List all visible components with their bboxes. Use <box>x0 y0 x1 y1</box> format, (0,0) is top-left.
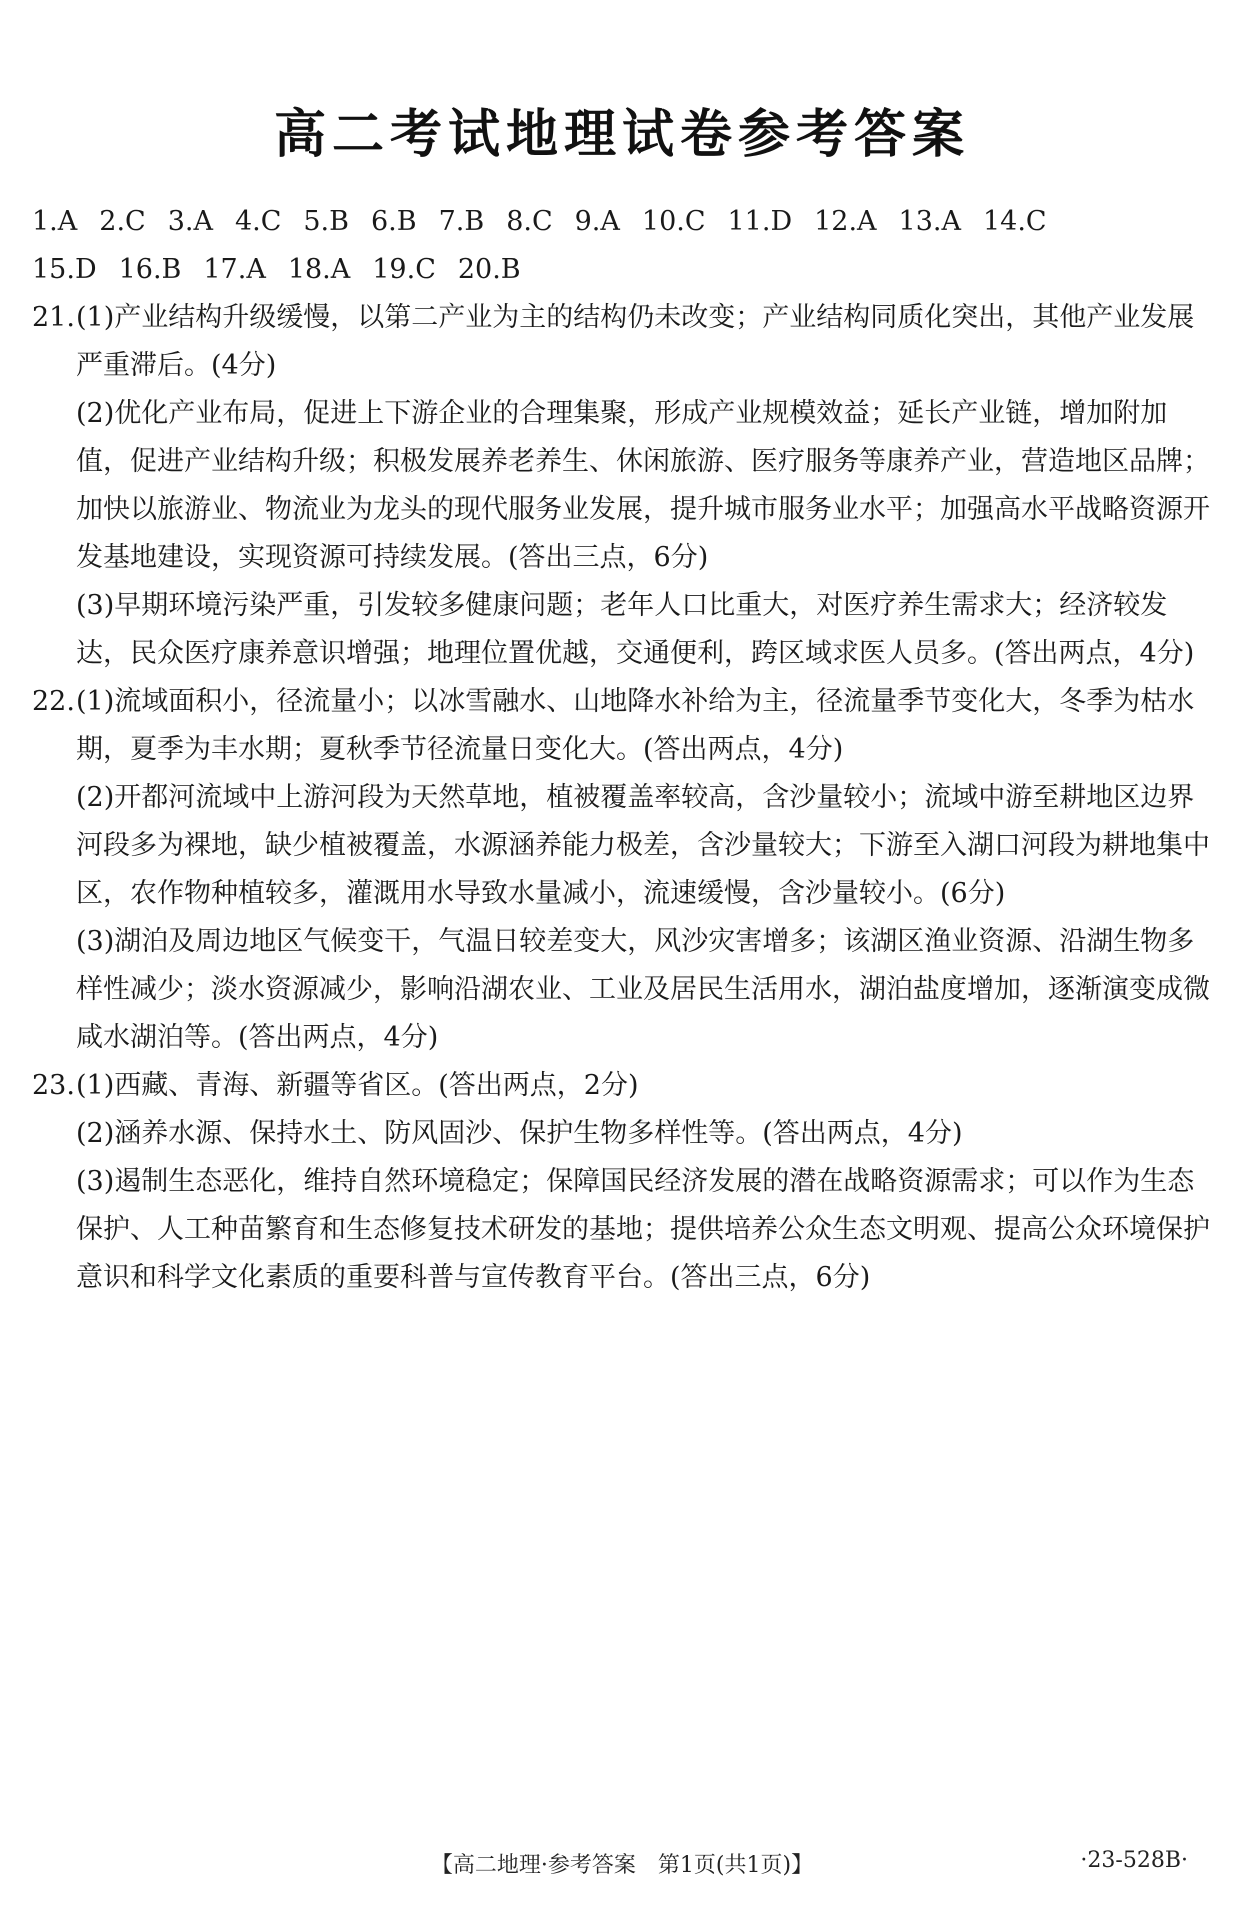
mc-answer: 9.A <box>574 206 620 237</box>
mc-answer: 15.D <box>32 254 97 285</box>
mc-answer: 3.A <box>167 206 213 237</box>
answer-part: (3)早期环境污染严重，引发较多健康问题；老年人口比重大，对医疗养生需求大；经济较发达，民众医疗康养意识增强；地理位置优越，交通便利，跨区域求医人员多。(答出两点，4分) <box>76 590 1195 669</box>
mc-answer: 16.B <box>118 254 182 285</box>
mc-row-1 <box>32 198 1212 246</box>
mc-answer: 8.C <box>506 206 553 237</box>
question-23 <box>32 1062 1212 1302</box>
question-number: 21. <box>32 302 75 333</box>
mc-answer: 2.C <box>99 206 146 237</box>
mc-answer: 18.A <box>287 254 351 285</box>
mc-answer: 17.A <box>203 254 266 285</box>
question-22 <box>32 678 1212 1062</box>
answer-part: (1)产业结构升级缓慢，以第二产业为主的结构仍未改变；产业结构同质化突出，其他产业发展严重滞后。(4分) <box>76 302 1195 381</box>
mc-answer: 4.C <box>234 206 282 237</box>
mc-answer: 14.C <box>982 206 1047 237</box>
mc-answer: 5.B <box>303 206 349 237</box>
answer-part: (1)西藏、青海、新疆等省区。(答出两点，2分) <box>76 1070 639 1101</box>
answer-part: (3)湖泊及周边地区气候变干，气温日较差变大，风沙灾害增多；该湖区渔业资源、沿湖生物多样性减少；淡水资源减少，影响沿湖农业、工业及居民生活用水，湖泊盐度增加，逐渐演变成微咸水湖泊等。(答出两点，4分) <box>76 926 1210 1053</box>
mc-answer: 10.C <box>641 206 706 237</box>
footer-page-info: 【高二地理·参考答案 第1页(共1页)】 <box>430 1853 814 1878</box>
mc-answer: 7.B <box>438 206 485 237</box>
page-title: 高二考试地理试卷参考答案 <box>273 105 970 165</box>
question-number: 22. <box>32 686 75 717</box>
mc-answer: 13.A <box>898 206 961 237</box>
mc-answer: 6.B <box>370 206 417 237</box>
mc-row-2 <box>32 246 1212 294</box>
mc-answer: 20.B <box>457 254 521 285</box>
question-number: 23. <box>32 1070 75 1101</box>
mc-answer: 19.C <box>372 254 436 285</box>
mc-answer: 1.A <box>32 206 78 237</box>
multiple-choice-answers <box>32 198 1212 294</box>
mc-answer: 11.D <box>727 206 793 237</box>
mc-answer: 12.A <box>814 206 877 237</box>
footer-code: ·23-528B· <box>1080 1848 1188 1873</box>
answer-part: (2)开都河流域中上游河段为天然草地，植被覆盖率较高，含沙量较小；流域中游至耕地区边界河段多为裸地，缺少植被覆盖，水源涵养能力极差，含沙量较大；下游至入湖口河段为耕地集中区，农作物种植较多，灌溉用水导致水量减小，流速缓慢，含沙量较小。(6分) <box>76 782 1210 909</box>
answer-part: (3)遏制生态恶化，维持自然环境稳定；保障国民经济发展的潜在战略资源需求；可以作为生态保护、人工种苗繁育和生态修复技术研发的基地；提供培养公众生态文明观、提高公众环境保护意识和科学文化素质的重要科普与宣传教育平台。(答出三点，6分) <box>76 1166 1210 1293</box>
answer-part: (2)涵养水源、保持水土、防风固沙、保护生物多样性等。(答出两点，4分) <box>76 1118 963 1149</box>
question-21 <box>32 294 1212 678</box>
answer-part: (2)优化产业布局，促进上下游企业的合理集聚，形成产业规模效益；延长产业链，增加附加值，促进产业结构升级；积极发展养老养生、休闲旅游、医疗服务等康养产业，营造地区品牌；加快以旅游业、物流业为龙头的现代服务业发展，提升城市服务业水平；加强高水平战略资源开发基地建设，实现资源可持续发展。(答出三点，6分) <box>76 398 1210 573</box>
answer-part: (1)流域面积小，径流量小；以冰雪融水、山地降水补给为主，径流量季节变化大，冬季为枯水期，夏季为丰水期；夏秋季节径流量日变化大。(答出两点，4分) <box>76 686 1195 765</box>
answer-content <box>32 198 1212 1302</box>
